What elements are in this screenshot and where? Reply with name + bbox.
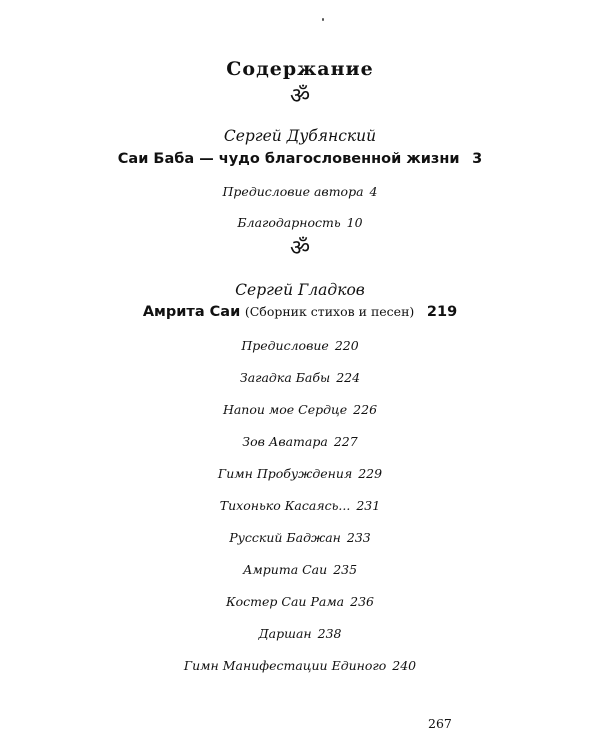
- toc-entry: [0, 498, 600, 513]
- toc-entry-title: Предисловие: [241, 338, 329, 353]
- toc-entry-title: Зов Аватара: [242, 434, 328, 449]
- section2-book-subtitle: (Сборник стихов и песен): [244, 304, 415, 319]
- page-title: Содержание: [226, 58, 374, 80]
- section2-book-title: Амрита Саи: [142, 304, 241, 320]
- om-symbol-icon: ॐ: [289, 236, 311, 261]
- toc-entry-title: Костер Саи Рама: [225, 594, 345, 609]
- toc-entry: [0, 434, 600, 449]
- toc-entry-page: 10: [346, 215, 363, 230]
- toc-entry-title: Напои мое Сердце: [222, 402, 348, 417]
- toc-entry-title: Гимн Пробуждения: [217, 466, 353, 481]
- toc-entry-page: 226: [353, 402, 378, 417]
- om-symbol-icon: ॐ: [289, 84, 311, 109]
- toc-entry-page: 231: [356, 498, 381, 513]
- toc-entry-title: Амрита Саи: [242, 562, 328, 577]
- toc-entry-page: 220: [334, 338, 359, 353]
- toc-entry-page: 224: [336, 370, 361, 385]
- toc-entry-title: Благодарность: [237, 215, 341, 230]
- toc-entry-page: 238: [317, 626, 342, 641]
- section1-author: Сергей Дубянский: [223, 127, 377, 145]
- toc-entry: [0, 626, 600, 641]
- toc-entry-page: 4: [369, 184, 378, 199]
- toc-entry-page: 235: [333, 562, 358, 577]
- toc-entry: [0, 402, 600, 417]
- page-number: 267: [428, 716, 452, 731]
- toc-entry: [0, 562, 600, 577]
- toc-entry-title: Тихонько Касаясь...: [219, 498, 351, 513]
- toc-entry-title: Русский Баджан: [229, 530, 341, 545]
- section2-book-line: [0, 304, 600, 320]
- scan-speck: [322, 18, 324, 21]
- section2-book-page: 219: [426, 304, 458, 320]
- toc-entry-title: Даршан: [258, 626, 312, 641]
- toc-entry: [0, 370, 600, 385]
- section1-book-line: [0, 151, 600, 167]
- toc-entry-page: 229: [358, 466, 383, 481]
- toc-entry: [0, 338, 600, 353]
- toc-entry: [0, 658, 600, 673]
- toc-entry-title: Загадка Бабы: [239, 370, 331, 385]
- toc-entry: [0, 184, 600, 199]
- toc-entry: [0, 530, 600, 545]
- toc-entry-title: Предисловие автора: [222, 184, 364, 199]
- toc-entry-page: 236: [350, 594, 374, 609]
- section1-book-page: 3: [472, 151, 483, 167]
- toc-entry-page: 240: [392, 658, 417, 673]
- toc-entry-page: 233: [346, 530, 371, 545]
- toc-entry: [0, 466, 600, 481]
- toc-entry-title: Гимн Манифестации Единого: [183, 658, 387, 673]
- section1-book-title: Саи Баба — чудо благословенной жизни: [117, 151, 460, 167]
- section2-author: Сергей Гладков: [235, 281, 365, 299]
- toc-entry: [0, 215, 600, 230]
- toc-entry-page: 227: [333, 434, 358, 449]
- toc-entry: [0, 594, 600, 609]
